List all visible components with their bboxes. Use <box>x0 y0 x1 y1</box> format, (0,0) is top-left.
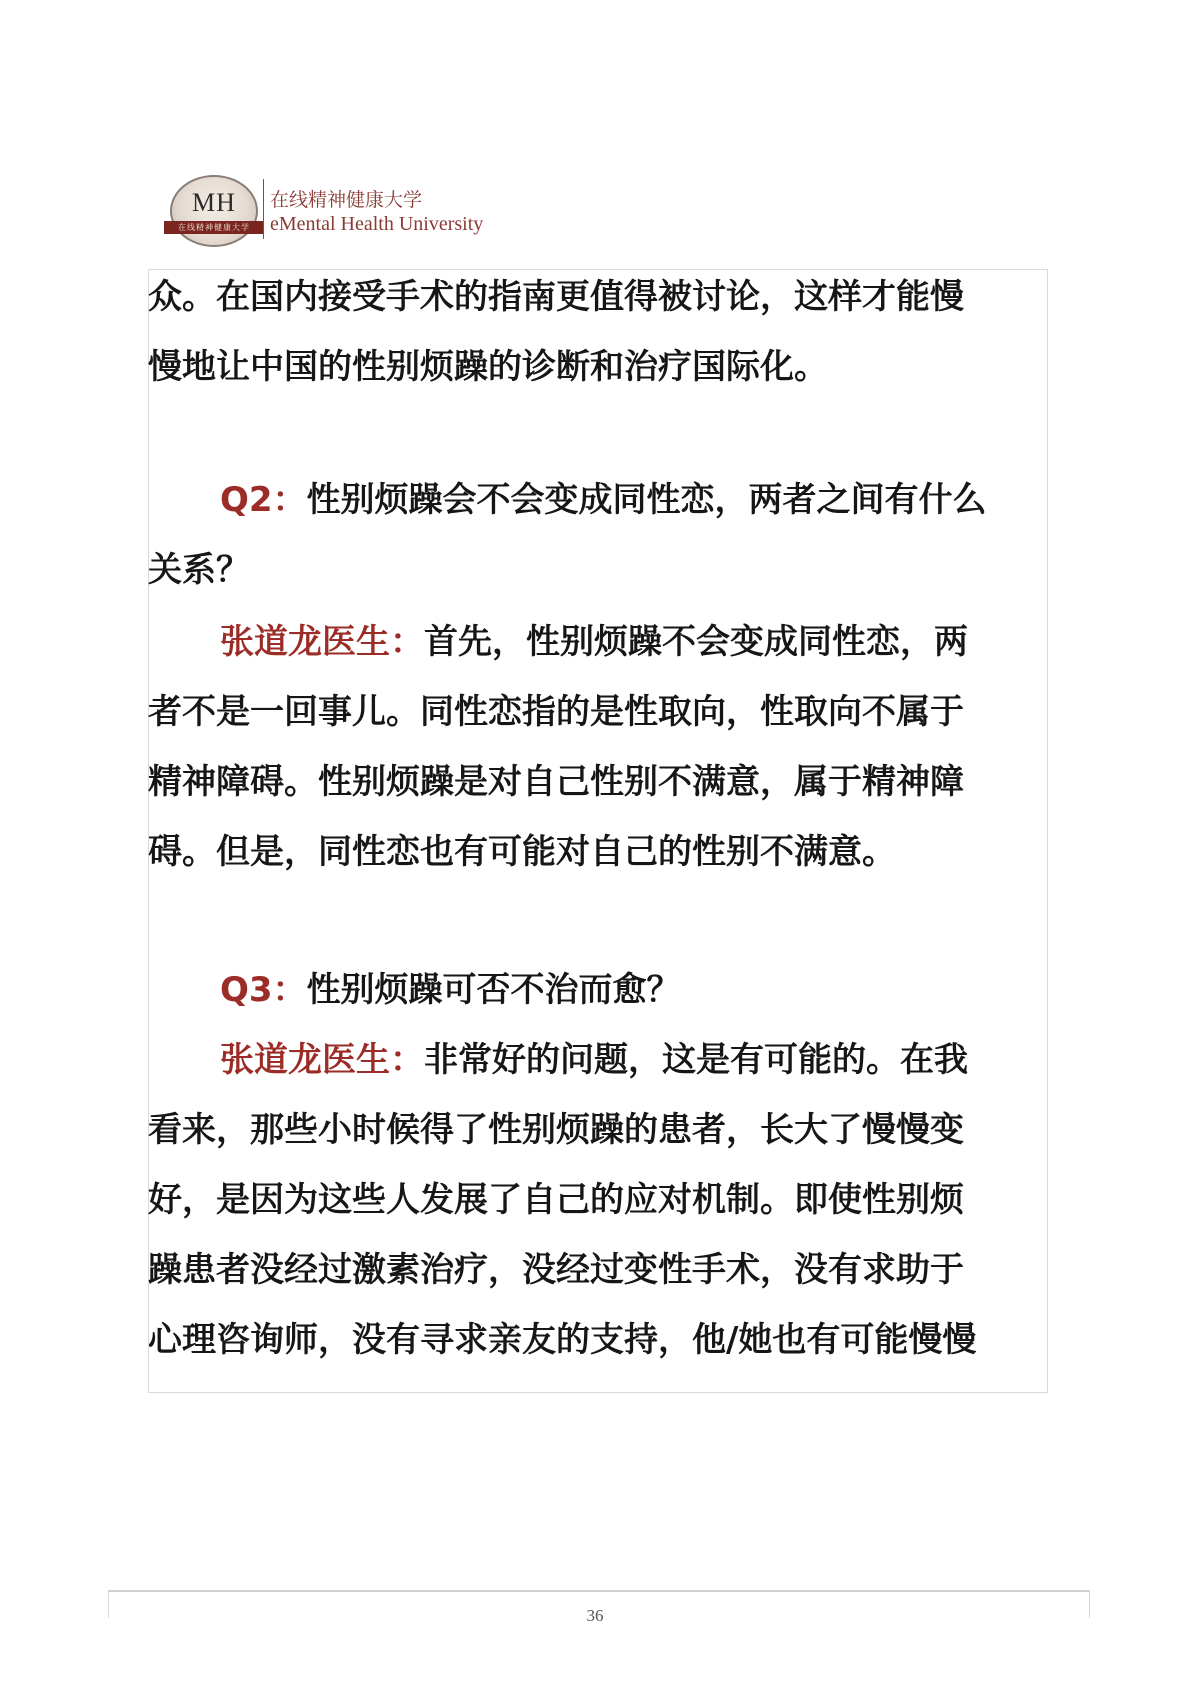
logo-name-cn: 在线精神健康大学 <box>270 189 423 211</box>
answer-text: 首先，性别烦躁不会变成同性恋，两 <box>424 622 968 662</box>
seal-text: MH <box>192 188 236 217</box>
question-line <box>148 955 1028 1025</box>
logo-divider <box>263 179 264 239</box>
answer-line: 看来，那些小时候得了性别烦躁的患者，长大了慢慢变 <box>148 1110 964 1150</box>
seal-ribbon: 在线精神健康大学 <box>164 221 264 234</box>
answer-line: 好，是因为这些人发展了自己的应对机制。即使性别烦 <box>148 1180 964 1220</box>
answer-line <box>148 607 1028 677</box>
answer-line: 者不是一回事儿。同性恋指的是性取向，性取向不属于 <box>148 692 964 732</box>
speaker-label: 张道龙医生： <box>220 1040 424 1080</box>
text-line: 众。在国内接受手术的指南更值得被讨论，这样才能慢 <box>148 277 964 317</box>
question-label: Q3： <box>220 970 307 1010</box>
mh-seal-icon <box>170 175 258 247</box>
answer-3 <box>148 1025 1028 1375</box>
question-label: Q2： <box>220 480 307 520</box>
answer-text: 非常好的问题，这是有可能的。在我 <box>424 1040 968 1080</box>
question-3 <box>148 955 1028 1025</box>
question-2 <box>148 465 1028 605</box>
speaker-label: 张道龙医生： <box>220 622 424 662</box>
paragraph-intro <box>148 262 1028 402</box>
question-line <box>148 465 1028 535</box>
answer-line: 碍。但是，同性恋也有可能对自己的性别不满意。 <box>148 832 896 872</box>
question-text: 性别烦躁可否不治而愈？ <box>306 970 681 1010</box>
answer-line: 躁患者没经过激素治疗，没经过变性手术，没有求助于 <box>148 1250 964 1290</box>
page-number: 36 <box>586 1606 604 1625</box>
text-line: 慢地让中国的性别烦躁的诊断和治疗国际化。 <box>148 347 828 387</box>
answer-line: 精神障碍。性别烦躁是对自己性别不满意，属于精神障 <box>148 762 964 802</box>
question-line: 关系？ <box>148 550 250 590</box>
university-logo <box>170 175 490 245</box>
answer-2 <box>148 607 1028 887</box>
question-text: 性别烦躁会不会变成同性恋，两者之间有什么 <box>306 480 987 520</box>
logo-name-en: eMental Health University <box>270 213 484 235</box>
answer-line: 心理咨询师，没有寻求亲友的支持，他/她也有可能慢慢 <box>148 1320 977 1360</box>
answer-line <box>148 1025 1028 1095</box>
footer-rule <box>108 1590 1090 1592</box>
